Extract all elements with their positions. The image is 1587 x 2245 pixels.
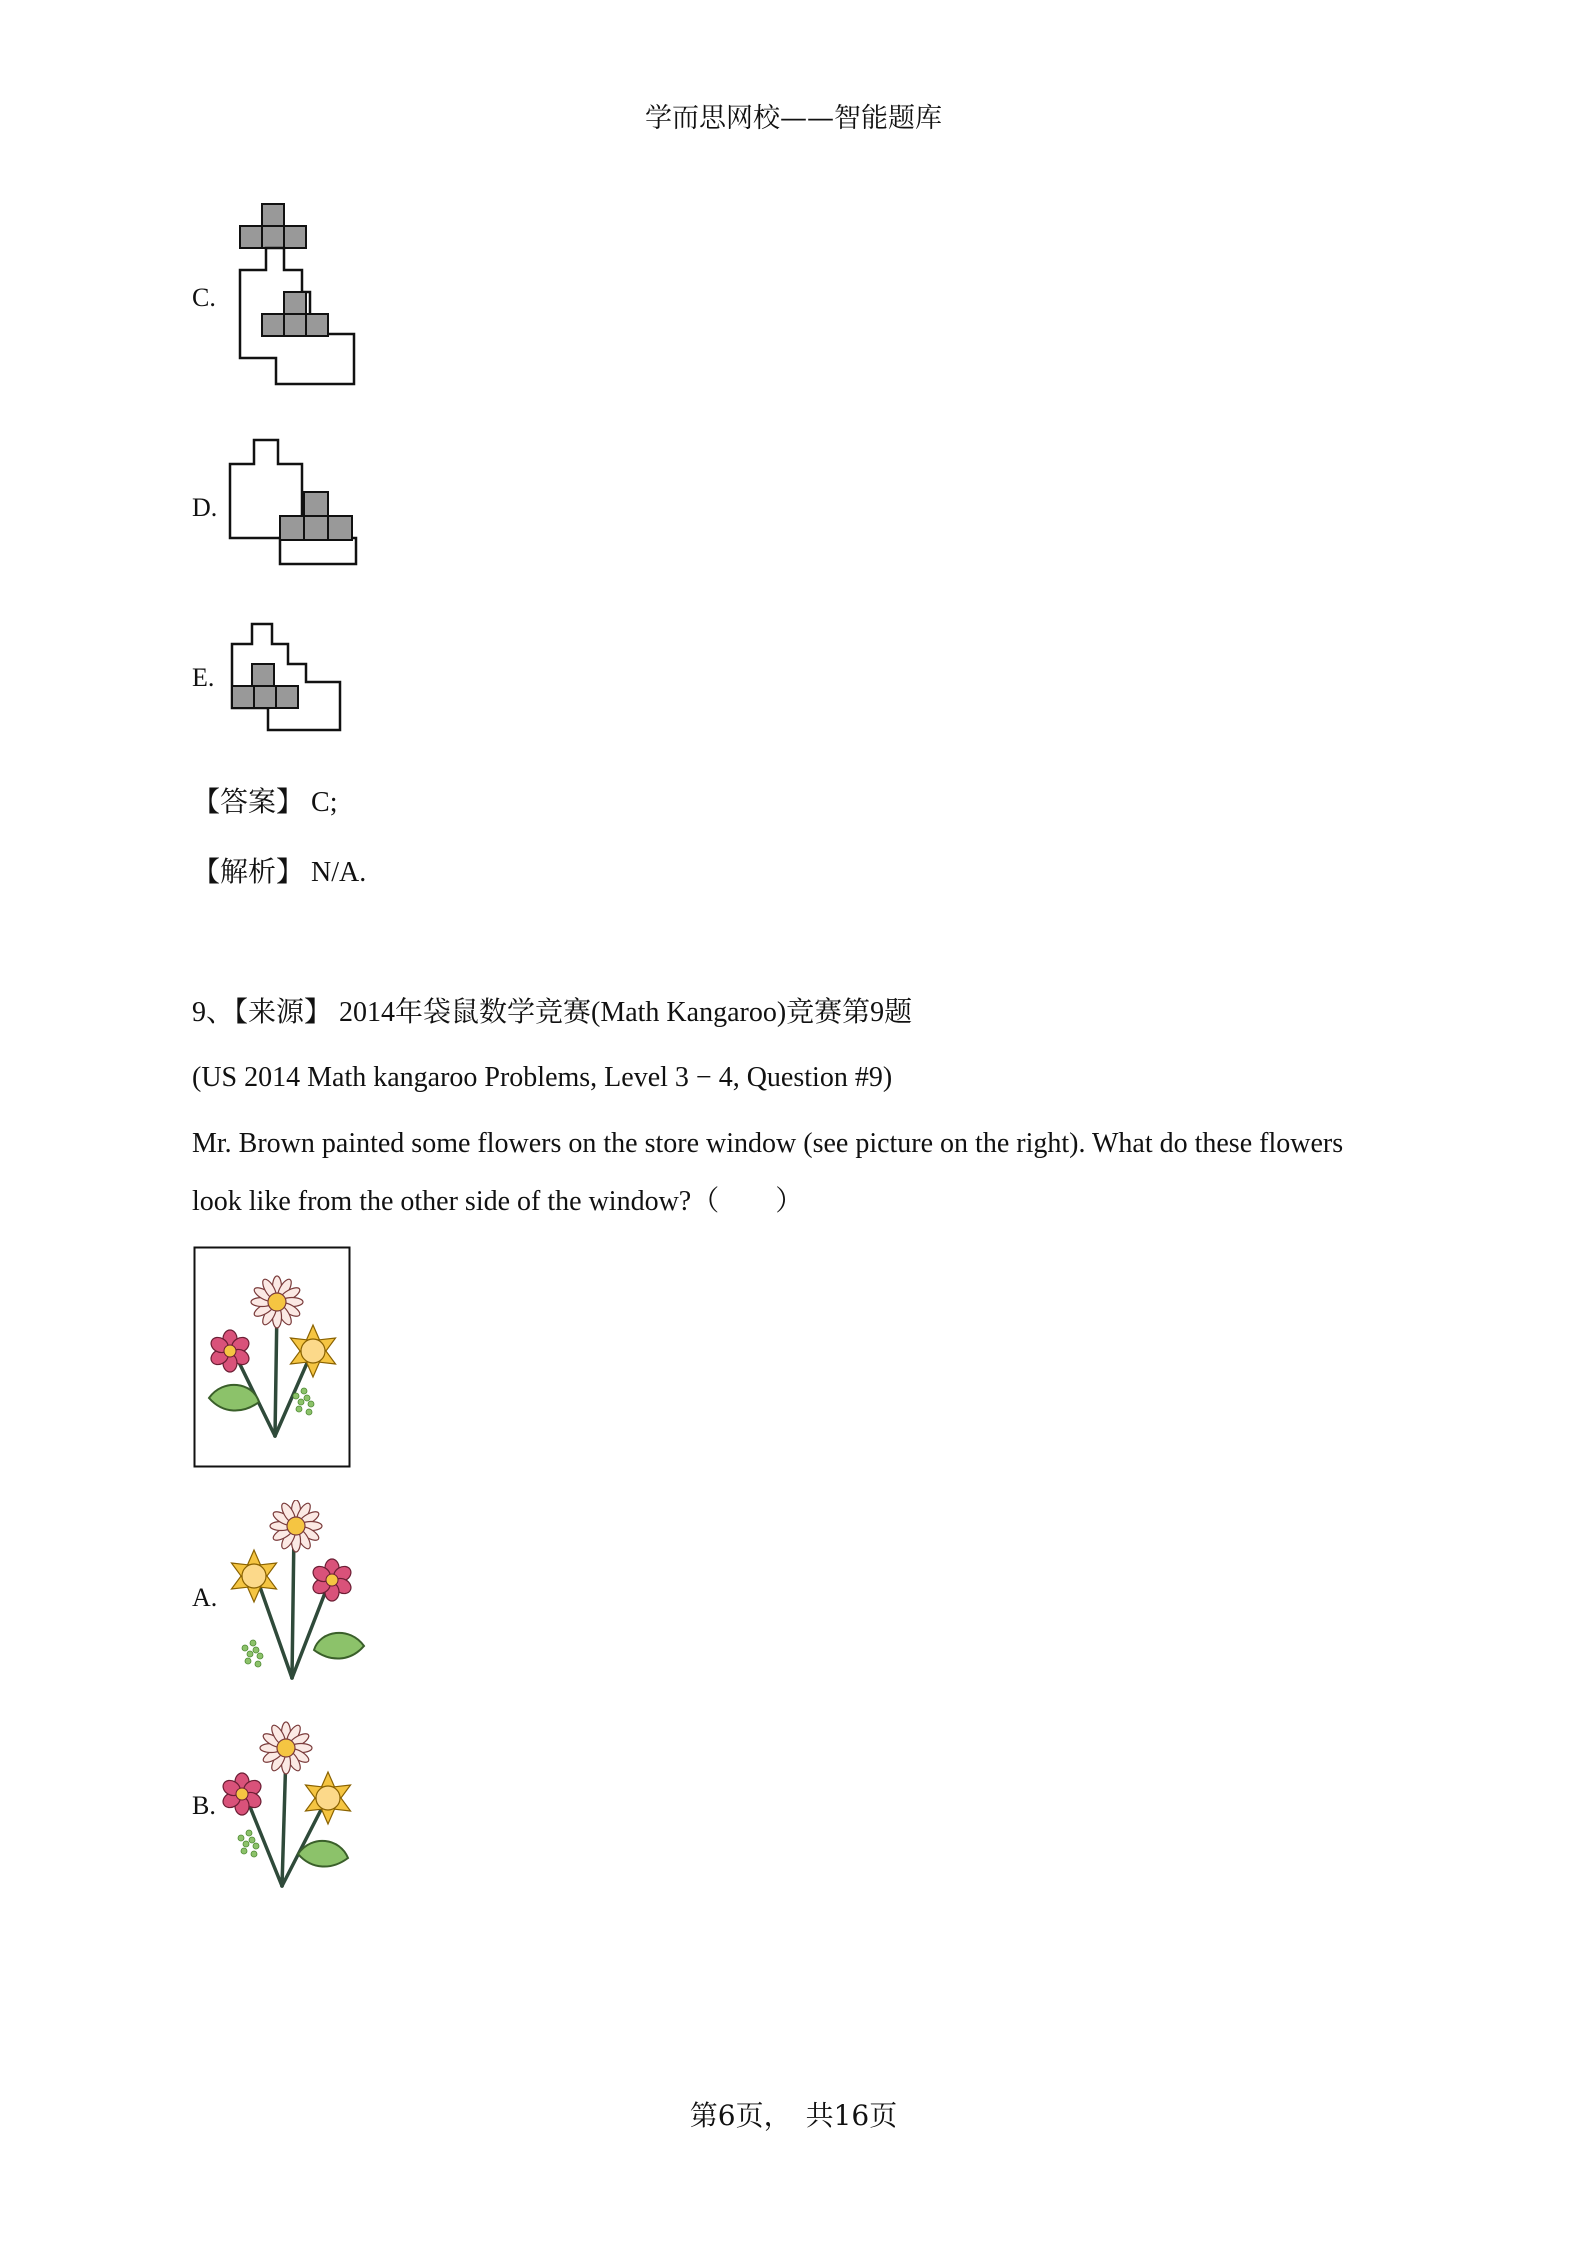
answer-line xyxy=(192,780,337,820)
option-a-flowers xyxy=(220,1500,370,1690)
question-9-text-line1: Mr. Brown painted some flowers on the store window (see picture on the right). What do these flowers xyxy=(192,1128,1344,1159)
page-footer: 第6页， 共16页 xyxy=(689,2099,898,2132)
analysis-line xyxy=(192,850,366,890)
question-9-source: 9、【来源】 2014年袋鼠数学竞赛(Math Kangaroo)竞赛第9题 xyxy=(192,997,913,1028)
option-a-label: A. xyxy=(192,1583,218,1612)
option-c-label: C. xyxy=(192,283,216,312)
option-b-label: B. xyxy=(192,1791,216,1820)
analysis-value: N/A. xyxy=(311,857,367,888)
option-e-label: E. xyxy=(192,663,215,692)
option-d-figure xyxy=(226,436,366,570)
window-flowers-picture xyxy=(193,1246,351,1468)
answer-value: C; xyxy=(311,787,338,818)
option-c-figure xyxy=(236,200,366,390)
option-e-figure xyxy=(228,620,348,736)
page-header: 学而思网校——智能题库 xyxy=(645,103,942,134)
analysis-label: 【解析】 xyxy=(192,857,305,888)
answer-label: 【答案】 xyxy=(192,787,305,818)
question-9-subtitle: (US 2014 Math kangaroo Problems, Level 3 − 4, Question #9) xyxy=(192,1062,893,1093)
option-d-label: D. xyxy=(192,493,218,522)
question-9-text-line2: look like from the other side of the window?（ ） xyxy=(192,1186,804,1217)
option-b-flowers xyxy=(216,1716,366,1896)
